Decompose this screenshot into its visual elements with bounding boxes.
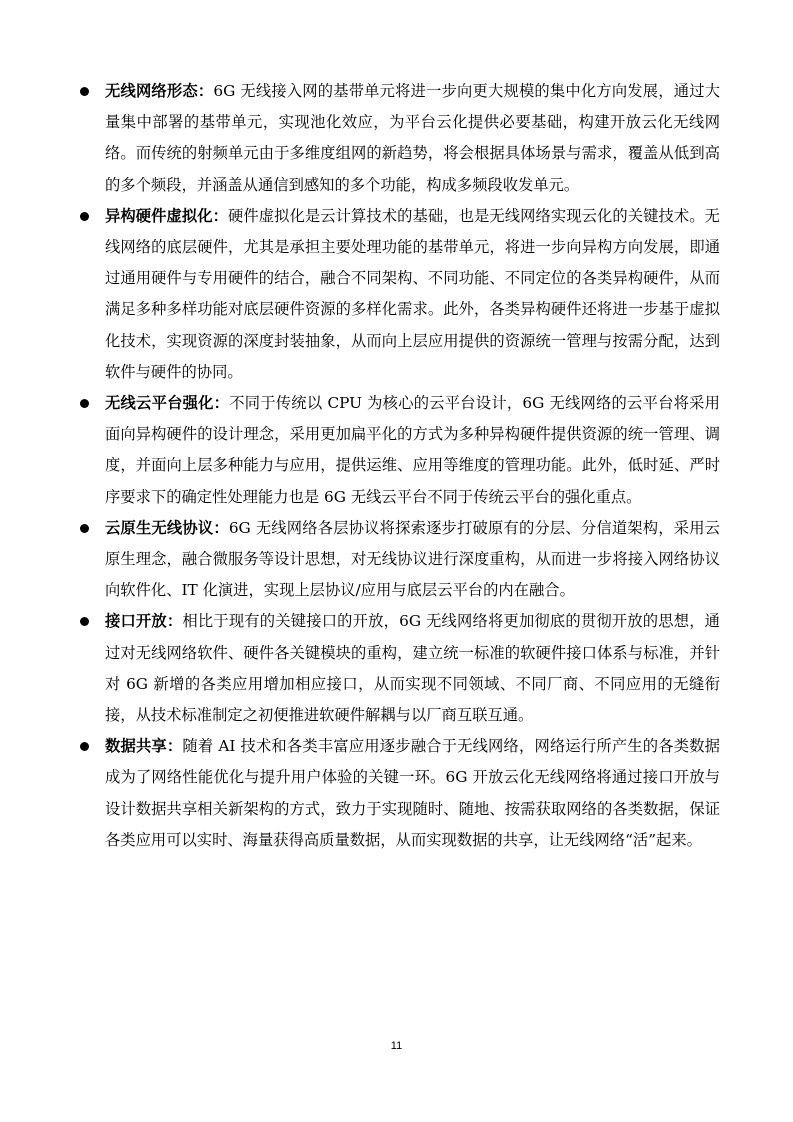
item-term: 无线网络形态： <box>105 82 214 100</box>
item-text: 相比于现有的关键接口的开放，6G 无线网络将更加彻底的贯彻开放的思想，通过对无线网络软件、硬件各关键模块的重构，建立统一标准的软硬件接口体系与标准，并针对 6G 新增的各类应用增加相应接口，从而实现不同领域、不同厂商、不同应用的无缝衔接，从技术标准制定之初便推进软硬件解耦与以厂商互联互通。 <box>105 612 720 725</box>
item-term: 云原生无线协议： <box>105 518 229 537</box>
list-item <box>78 201 720 388</box>
item-term: 无线云平台强化： <box>105 394 230 413</box>
item-text: 硬件虚拟化是云计算技术的基础，也是无线网络实现云化的关键技术。无线网络的底层硬件，尤其是承担主要处理功能的基带单元，将进一步向异构方向发展，即通过通用硬件与专用硬件的结合，融合不同架构、不同功能、不同定位的各类异构硬件，从而满足多种多样功能对底层硬件资源的多样化需求。此外，各类异构硬件还将进一步基于虚拟化技术，实现资源的深度封装抽象，从而向上层应用提供的资源统一管理与按需分配，达到软件与硬件的协同。 <box>105 206 720 381</box>
bullet-icon <box>80 524 89 533</box>
item-text: 6G 无线网络各层协议将探索逐步打破原有的分层、分信道架构，采用云原生理念，融合微服务等设计思想，对无线协议进行深度重构，从而进一步将接入网络协议向软件化、IT 化演进，实现上层协议/应用与底层云平台的内在融合。 <box>105 518 720 600</box>
list-item <box>78 388 720 513</box>
list-item <box>78 731 720 856</box>
item-text: 6G 无线接入网的基带单元将进一步向更大规模的集中化方向发展，通过大量集中部署的基带单元，实现池化效应，为平台云化提供必要基础，构建开放云化无线网络。而传统的射频单元由于多维度组网的新趋势，将会根据具体场景与需求，覆盖从低到高的多个频段，并涵盖从通信到感知的多个功能，构成多频段收发单元。 <box>105 82 720 194</box>
item-text: 不同于传统以 CPU 为核心的云平台设计，6G 无线网络的云平台将采用面向异构硬件的设计理念，采用更加扁平化的方式为多种异构硬件提供资源的统一管理、调度，并面向上层多种能力与应用，提供运维、应用等维度的管理功能。此外，低时延、严时序要求下的确定性处理能力也是 6G 无线云平台不同于传统云平台的强化重点。 <box>105 394 720 506</box>
bullet-icon <box>80 617 89 626</box>
item-term: 异构硬件虚拟化： <box>105 206 229 225</box>
bullet-icon <box>80 212 89 221</box>
bullet-list <box>78 76 720 856</box>
item-text: 随着 AI 技术和各类丰富应用逐步融合于无线网络，网络运行所产生的各类数据成为了网络性能优化与提升用户体验的关键一环。6G 开放云化无线网络将通过接口开放与设计数据共享相关新架构的方式，致力于实现随时、随地、按需获取网络的各类数据，保证各类应用可以实时、海量获得高质量数据，从而实现数据的共享，让无线网络“活”起来。 <box>105 737 720 849</box>
list-item <box>78 76 720 201</box>
page-number: 11 <box>390 1040 403 1052</box>
bullet-icon <box>80 87 89 96</box>
item-term: 接口开放： <box>105 612 183 631</box>
bullet-icon <box>80 742 89 751</box>
list-item <box>78 606 720 731</box>
bullet-icon <box>80 399 89 408</box>
item-term: 数据共享： <box>105 737 183 756</box>
list-item <box>78 513 720 607</box>
